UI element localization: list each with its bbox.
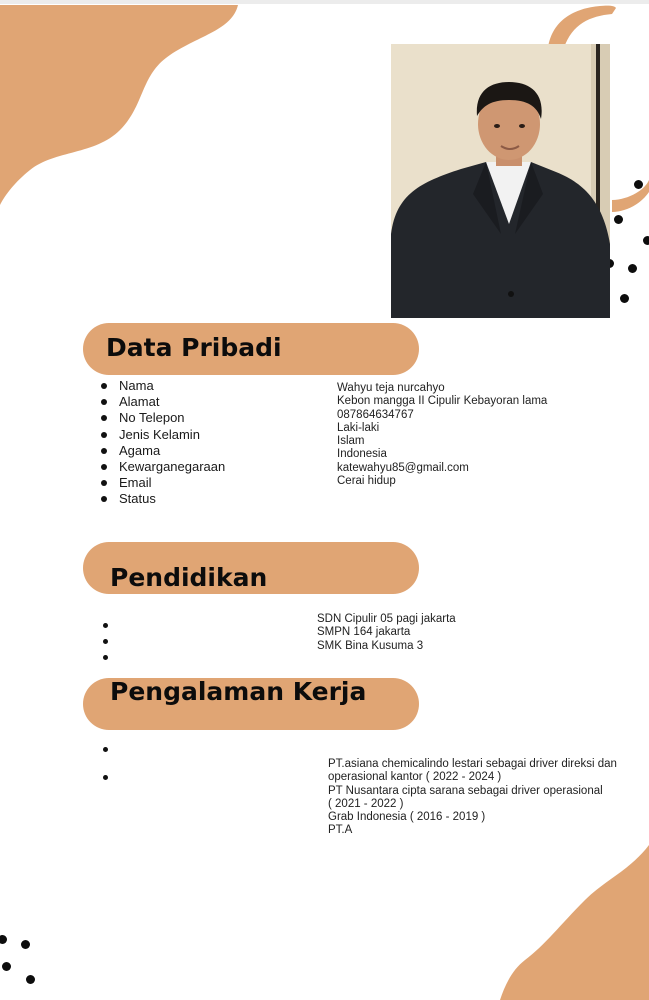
top-left-wave-shape [0, 5, 238, 205]
list-bullet [103, 747, 108, 752]
personal-data-values [337, 382, 547, 488]
decorative-dot [620, 294, 629, 303]
data-pribadi-heading: Data Pribadi [106, 333, 282, 362]
decorative-dot [26, 975, 35, 984]
list-item: Nama [99, 378, 225, 394]
list-item: Jenis Kelamin [99, 427, 225, 443]
list-item: PT.A [328, 824, 353, 837]
value-status: Cerai hidup [337, 475, 396, 488]
list-item: SMPN 164 jakarta [317, 626, 411, 639]
decorative-dot [643, 236, 649, 245]
list-item: operasional kantor ( 2022 - 2024 ) [328, 771, 502, 784]
list-item: SMK Bina Kusuma 3 [317, 639, 424, 652]
value-nationality: Indonesia [337, 448, 387, 461]
bottom-right-wave-shape [500, 845, 649, 1000]
list-item: Email [99, 475, 225, 491]
list-item: PT.asiana chemicalindo lestari sebagai driver direksi dan [328, 758, 617, 770]
personal-data-labels [99, 378, 225, 508]
value-religion: Islam [337, 435, 365, 448]
value-name: Wahyu teja nurcahyo [337, 382, 445, 394]
list-item: PT Nusantara cipta sarana sebagai driver operasional [328, 784, 603, 797]
list-item: No Telepon [99, 410, 225, 426]
value-address: Kebon mangga II Cipulir Kebayoran lama [337, 395, 548, 408]
list-bullet [103, 775, 108, 780]
pendidikan-heading: Pendidikan [110, 563, 268, 592]
decorative-dot [628, 264, 637, 273]
decorative-dot [614, 215, 623, 224]
list-item: Agama [99, 443, 225, 459]
profile-photo [391, 44, 610, 318]
list-item: ( 2021 - 2022 ) [328, 797, 404, 810]
list-item: Grab Indonesia ( 2016 - 2019 ) [328, 811, 486, 824]
decorative-dot [2, 962, 11, 971]
decorative-dot [634, 180, 643, 189]
decorative-dot [21, 940, 30, 949]
pengalaman-kerja-heading: Pengalaman Kerja [110, 677, 367, 706]
list-item: Alamat [99, 394, 225, 410]
top-right-arc-shape [548, 6, 616, 48]
profile-photo-illustration [391, 44, 610, 318]
value-gender: Laki-laki [337, 421, 380, 434]
list-bullet [103, 623, 108, 628]
work-experience-list [328, 758, 617, 838]
list-item: SDN Cipulir 05 pagi jakarta [317, 613, 456, 625]
value-phone: 087864634767 [337, 408, 414, 421]
list-item: Status [99, 491, 225, 507]
list-bullet [103, 655, 108, 660]
value-email: katewahyu85@gmail.com [337, 461, 469, 474]
list-item: Kewarganegaraan [99, 459, 225, 475]
list-bullet [103, 639, 108, 644]
right-edge-curve-shape [612, 180, 649, 212]
education-list [317, 613, 456, 653]
